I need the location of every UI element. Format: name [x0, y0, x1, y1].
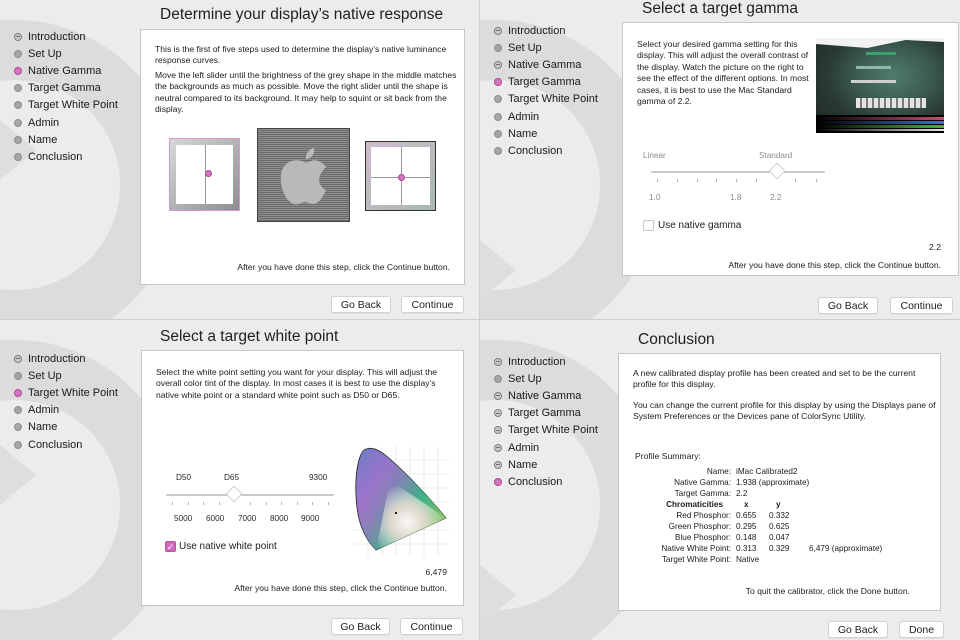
sidebar-item-name[interactable]: Name [494, 456, 598, 473]
background-triangle [480, 565, 516, 625]
conclusion-pane [480, 320, 960, 640]
step-done-icon [494, 409, 502, 417]
sidebar-item-conclusion[interactable]: Conclusion [494, 142, 598, 159]
sidebar-item-admin[interactable]: Admin [14, 402, 118, 419]
sidebar-item-name[interactable]: Name [494, 125, 598, 142]
go-back-button[interactable]: Go Back [331, 618, 390, 635]
gamma-slider-thumb[interactable] [769, 163, 786, 180]
sidebar-item-set-up[interactable]: Set Up [494, 39, 598, 56]
go-back-button[interactable]: Go Back [818, 297, 878, 314]
sidebar-item-target-white-point[interactable]: Target White Point [494, 91, 598, 108]
standard-label: Standard [759, 151, 793, 160]
sidebar-item-native-gamma[interactable]: Native Gamma [14, 62, 118, 79]
d65-label: D65 [224, 473, 240, 482]
intro-text: This is the first of five steps used to determine the display’s native luminance response curves. [155, 44, 447, 66]
use-native-white-point-label: Use native white point [179, 541, 277, 552]
native-response-pane [0, 0, 480, 320]
page-title: Conclusion [638, 331, 715, 348]
step-active-icon [494, 78, 502, 86]
steps-sidebar [494, 353, 598, 491]
sidebar-item-admin[interactable]: Admin [494, 108, 598, 125]
content-panel: A new calibrated display profile has been created and set to be the current profile for this display. You can change the current profile for this display by using the Displays pane of System Preferences or the Devices pane of ColorSync Utility. Profile Summary: Name: iMac Calibrated2 Native Gamma: 1.938 (approximate) Target Gamma: 2.2 Chromaticities x y Red Phosphor: 0.655 0.332 Green Phosphor: 0.295 0.625 Blue Phosphor: 0.148 0.047 Native White Point: 0.313 0.329 6,479 (approximate) Target White Point: Native To quit the calibrator, click the Done button. [618, 353, 941, 611]
step-bullet-icon [14, 101, 22, 109]
sidebar-item-conclusion[interactable]: Conclusion [494, 473, 598, 490]
white-point-slider-thumb[interactable] [226, 486, 243, 503]
step-bullet-icon [494, 130, 502, 138]
white-point-marker [395, 512, 397, 514]
step-done-icon [494, 61, 502, 69]
sidebar-item-name[interactable]: Name [14, 419, 118, 436]
sidebar-item-target-white-point[interactable]: Target White Point [14, 384, 118, 401]
sidebar-item-introduction[interactable]: Introduction [494, 353, 598, 370]
sidebar-item-admin[interactable]: Admin [14, 114, 118, 131]
step-done-icon [494, 27, 502, 35]
go-back-button[interactable]: Go Back [331, 296, 391, 313]
done-hint: To quit the calibrator, click the Done button. [745, 586, 910, 596]
go-back-button[interactable]: Go Back [828, 621, 888, 638]
tick-label-1-8: 1.8 [730, 193, 742, 202]
sidebar-item-introduction[interactable]: Introduction [14, 28, 118, 45]
sidebar-item-set-up[interactable]: Set Up [494, 370, 598, 387]
target-gamma-value: 2.2 [736, 489, 748, 498]
sidebar-item-introduction[interactable]: Introduction [494, 22, 598, 39]
page-title: Determine your display’s native response [160, 6, 444, 23]
use-native-white-point-checkbox[interactable]: ✓ [166, 542, 175, 552]
done-button[interactable]: Done [899, 621, 944, 638]
sidebar-item-conclusion[interactable]: Conclusion [14, 148, 118, 165]
continue-hint: After you have done this step, click the Continue button. [237, 262, 450, 272]
continue-button[interactable]: Continue [401, 296, 464, 313]
content-panel [141, 350, 464, 606]
target-gamma-pane [480, 0, 960, 320]
step-bullet-icon [494, 44, 502, 52]
content-panel [140, 29, 465, 285]
gamma-preview-image [816, 38, 944, 133]
use-native-gamma-label: Use native gamma [658, 220, 742, 231]
sidebar-item-name[interactable]: Name [14, 131, 118, 148]
step-bullet-icon [494, 113, 502, 121]
step-bullet-icon [494, 95, 502, 103]
gamma-value: 2.2 [929, 242, 941, 252]
page-title: Select a target white point [160, 328, 339, 345]
step-active-icon [14, 389, 22, 397]
step-active-icon [494, 478, 502, 486]
apple-logo-icon [278, 144, 330, 206]
background-triangle [0, 445, 36, 505]
page-title: Select a target gamma [642, 0, 798, 17]
tick-label-1-0: 1.0 [649, 193, 661, 202]
step-done-icon [494, 392, 502, 400]
step-bullet-icon [14, 136, 22, 144]
instructions-text: Move the left slider until the brightness of the grey shape in the middle matches the backgrounds as much as possible. Move the right slider until the shape is neutral compared to its background. It may help to squint or sit back from the display. [155, 70, 457, 115]
step-done-icon [494, 358, 502, 366]
tick-label-6000: 6000 [206, 514, 225, 523]
target-white-point-pane [0, 320, 480, 640]
tick-label-2-2: 2.2 [770, 193, 782, 202]
profile-name: iMac Calibrated2 [736, 467, 798, 476]
sidebar-item-conclusion[interactable]: Conclusion [14, 436, 118, 453]
continue-button[interactable]: Continue [400, 618, 463, 635]
sidebar-item-target-white-point[interactable]: Target White Point [14, 97, 118, 114]
continue-button[interactable]: Continue [890, 297, 953, 314]
step-bullet-icon [14, 406, 22, 414]
sidebar-item-set-up[interactable]: Set Up [14, 45, 118, 62]
gamma-instructions-text: Select your desired gamma setting for this display. This will adjust the overall contrast of the display. Watch the picture on the right to see the effect of the different options. In most cases, it is best to use the Mac Standard gamma of 2.2. [637, 39, 809, 107]
step-done-icon [494, 461, 502, 469]
step-bullet-icon [14, 50, 22, 58]
tick-label-7000: 7000 [238, 514, 257, 523]
tick-label-8000: 8000 [270, 514, 289, 523]
steps-sidebar [14, 28, 118, 166]
change-profile-text: You can change the current profile for this display by using the Displays pane of System Preferences or the Devices pane of ColorSync Utility. [633, 400, 936, 422]
step-bullet-icon [14, 441, 22, 449]
tint-knob[interactable] [398, 174, 405, 181]
white-point-slider[interactable] [166, 494, 334, 496]
9300-label: 9300 [309, 473, 328, 482]
step-bullet-icon [14, 84, 22, 92]
profile-summary-heading: Profile Summary: [635, 451, 701, 461]
native-gamma-value: 1.938 (approximate) [736, 478, 810, 487]
step-done-icon [494, 426, 502, 434]
background-triangle [480, 240, 516, 300]
brightness-slider-pad[interactable] [169, 138, 240, 211]
sidebar-item-native-gamma[interactable]: Native Gamma [494, 387, 598, 404]
sidebar-item-set-up[interactable]: Set Up [14, 367, 118, 384]
white-point-instructions-text: Select the white point setting you want for your display. This will adjust the overall color tint of the display. In most cases it is best to use the display’s native white point or a standard white point such as D50 or D65. [156, 367, 438, 400]
steps-sidebar [494, 22, 598, 160]
chromaticity-diagram [354, 446, 449, 556]
step-bullet-icon [494, 375, 502, 383]
step-done-icon [14, 355, 22, 363]
sidebar-item-introduction[interactable]: Introduction [14, 350, 118, 367]
tint-slider-pad[interactable] [365, 141, 436, 211]
sidebar-item-target-gamma[interactable]: Target Gamma [14, 80, 118, 97]
step-done-icon [494, 444, 502, 452]
tick-label-5000: 5000 [174, 514, 193, 523]
step-bullet-icon [14, 153, 22, 161]
step-bullet-icon [14, 423, 22, 431]
d50-label: D50 [176, 473, 192, 482]
sidebar-item-target-white-point[interactable]: Target White Point [494, 422, 598, 439]
apple-test-pattern [257, 128, 350, 222]
step-done-icon [14, 33, 22, 41]
profile-created-text: A new calibrated display profile has been created and set to be the current profile for this display. [633, 368, 916, 390]
continue-hint: After you have done this step, click the Continue button. [234, 583, 447, 593]
continue-hint: After you have done this step, click the Continue button. [728, 260, 941, 270]
step-bullet-icon [14, 372, 22, 380]
sidebar-item-target-gamma[interactable]: Target Gamma [494, 405, 598, 422]
sidebar-item-native-gamma[interactable]: Native Gamma [494, 56, 598, 73]
content-panel [622, 22, 959, 276]
brightness-knob[interactable] [205, 170, 212, 177]
step-bullet-icon [494, 147, 502, 155]
gamma-slider[interactable] [651, 171, 825, 173]
tick-label-9000: 9000 [301, 514, 320, 523]
sidebar-item-admin[interactable]: Admin [494, 439, 598, 456]
steps-sidebar [14, 350, 118, 453]
use-native-gamma-checkbox[interactable] [643, 220, 654, 231]
step-bullet-icon [14, 119, 22, 127]
sidebar-item-target-gamma[interactable]: Target Gamma [494, 74, 598, 91]
step-active-icon [14, 67, 22, 75]
linear-label: Linear [643, 151, 666, 160]
white-point-value: 6,479 [425, 567, 447, 577]
